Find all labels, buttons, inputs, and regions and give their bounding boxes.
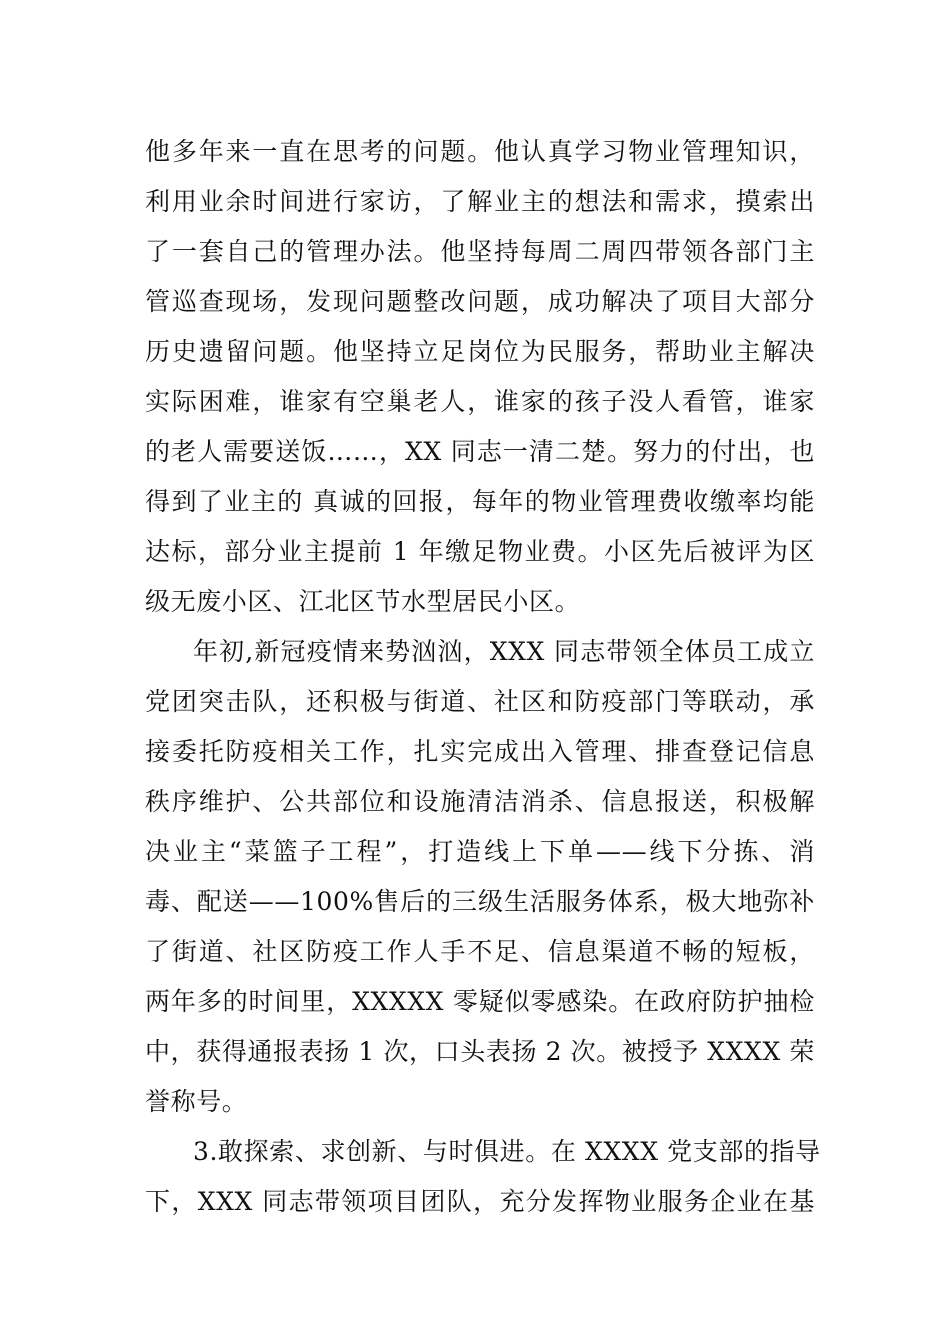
text-line-18: 两年多的时间里，XXXXX 零疑似零感染。在政府防护抽检: [145, 987, 815, 1016]
text-line-22: 下，XXX 同志带领项目团队，充分发挥物业服务企业在基: [145, 1187, 815, 1216]
text-line-6: 实际困难，谁家有空巢老人，谁家的孩子没人看管，谁家: [145, 387, 815, 416]
text-line-4: 管巡查现场，发现问题整改问题，成功解决了项目大部分: [145, 287, 815, 316]
text-line-14: 秩序维护、公共部位和设施清洁消杀、信息报送，积极解: [145, 787, 815, 816]
text-line-21: 3.敢探索、求创新、与时俱进。在 XXXX 党支部的指导: [193, 1137, 821, 1166]
text-line-7: 的老人需要送饭……，XX 同志一清二楚。努力的付出，也: [145, 437, 815, 466]
text-line-17: 了街道、社区防疫工作人手不足、信息渠道不畅的短板，: [145, 937, 815, 966]
text-line-13: 接委托防疫相关工作，扎实完成出入管理、排查登记信息: [145, 737, 815, 766]
text-line-20: 誉称号。: [145, 1087, 248, 1116]
text-line-11: 年初,新冠疫情来势汹汹，XXX 同志带领全体员工成立: [193, 637, 815, 666]
text-line-3: 了一套自己的管理办法。他坚持每周二周四带领各部门主: [145, 237, 815, 266]
text-line-12: 党团突击队，还积极与街道、社区和防疫部门等联动，承: [145, 687, 815, 716]
text-line-16: 毒、配送——100%售后的三级生活服务体系，极大地弥补: [145, 887, 815, 916]
text-line-9: 达标，部分业主提前 1 年缴足物业费。小区先后被评为区: [145, 537, 815, 566]
text-line-10: 级无废小区、江北区节水型居民小区。: [145, 587, 581, 616]
text-line-15: 决业主“菜篮子工程”，打造线上下单——线下分拣、消: [145, 837, 815, 866]
text-line-5: 历史遗留问题。他坚持立足岗位为民服务，帮助业主解决: [145, 337, 815, 366]
text-line-19: 中，获得通报表扬 1 次，口头表扬 2 次。被授予 XXXX 荣: [145, 1037, 815, 1066]
text-line-8: 得到了业主的 真诚的回报，每年的物业管理费收缴率均能: [145, 487, 815, 516]
text-line-2: 利用业余时间进行家访，了解业主的想法和需求，摸索出: [145, 187, 815, 216]
text-line-1: 他多年来一直在思考的问题。他认真学习物业管理知识，: [145, 137, 815, 166]
